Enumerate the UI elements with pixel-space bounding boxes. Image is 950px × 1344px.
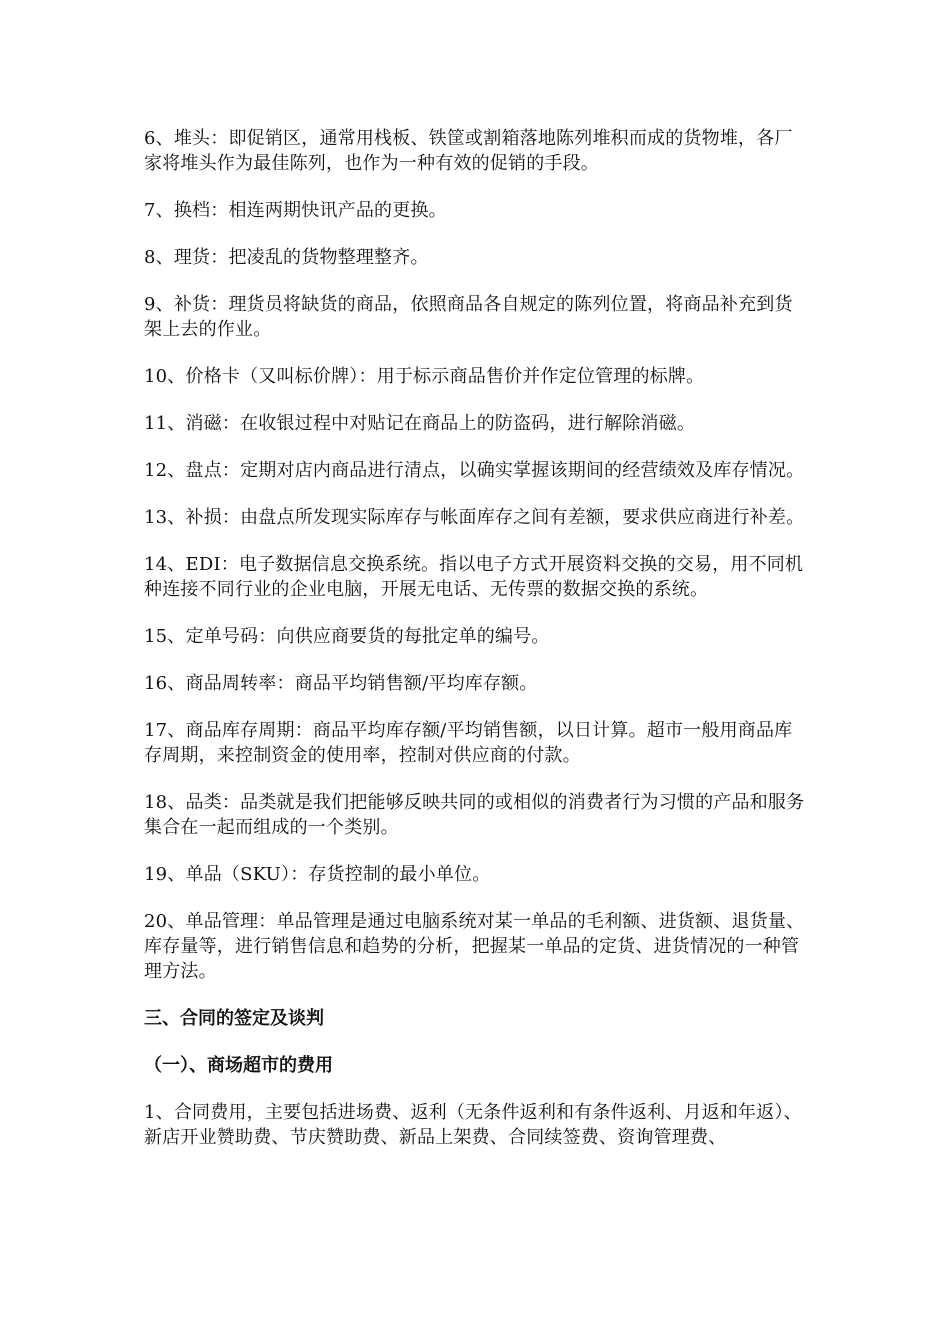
term-paragraph-14: 14、EDI：电子数据信息交换系统。指以电子方式开展资料交换的交易，用不同机种连接不同行业的企业电脑，开展无电话、无传票的数据交换的系统。 (144, 554, 804, 600)
document-body (144, 126, 808, 1172)
section-heading: 三、合同的签定及谈判 (144, 1008, 324, 1029)
term-paragraph-17: 17、商品库存周期：商品平均库存额/平均销售额，以日计算。超市一般用商品库存周期，来控制资金的使用率，控制对供应商的付款。 (144, 720, 793, 766)
term-paragraph-19: 19、单品（SKU）：存货控制的最小单位。 (144, 864, 491, 885)
term-paragraph-9: 9、补货：理货员将缺货的商品，依照商品各自规定的陈列位置，将商品补充到货架上去的作业。 (144, 294, 793, 340)
term-paragraph-16: 16、商品周转率：商品平均销售额/平均库存额。 (144, 673, 538, 694)
term-paragraph-6: 6、堆头：即促销区，通常用栈板、铁筐或割箱落地陈列堆积而成的货物堆，各厂家将堆头作为最佳陈列，也作为一种有效的促销的手段。 (144, 128, 793, 174)
contract-fees-paragraph: 1、合同费用，主要包括进场费、返利（无条件返利和有条件返利、月返和年返）、新店开业赞助费、节庆赞助费、新品上架费、合同续签费、资询管理费、 (144, 1102, 802, 1148)
term-paragraph-8: 8、理货：把凌乱的货物整理整齐。 (144, 247, 429, 268)
term-paragraph-12: 12、盘点：定期对店内商品进行清点，以确实掌握该期间的经营绩效及库存情况。 (144, 460, 805, 481)
subsection-heading: （一）、商场超市的费用 (144, 1055, 333, 1076)
term-paragraph-10: 10、价格卡（又叫标价牌）：用于标示商品售价并作定位管理的标牌。 (144, 366, 705, 387)
term-paragraph-18: 18、品类：品类就是我们把能够反映共同的或相似的消费者行为习惯的产品和服务集合在一起而组成的一个类别。 (144, 792, 805, 838)
term-paragraph-13: 13、补损：由盘点所发现实际库存与帐面库存之间有差额，要求供应商进行补差。 (144, 507, 805, 528)
term-paragraph-15: 15、定单号码：向供应商要货的每批定单的编号。 (144, 626, 550, 647)
term-paragraph-20: 20、单品管理：单品管理是通过电脑系统对某一单品的毛利额、进货额、退货量、库存量等，进行销售信息和趋势的分析，把握某一单品的定货、进货情况的一种管理方法。 (144, 911, 805, 982)
term-paragraph-11: 11、消磁：在收银过程中对贴记在商品上的防盗码，进行解除消磁。 (144, 413, 696, 434)
term-paragraph-7: 7、换档：相连两期快讯产品的更换。 (144, 200, 447, 221)
